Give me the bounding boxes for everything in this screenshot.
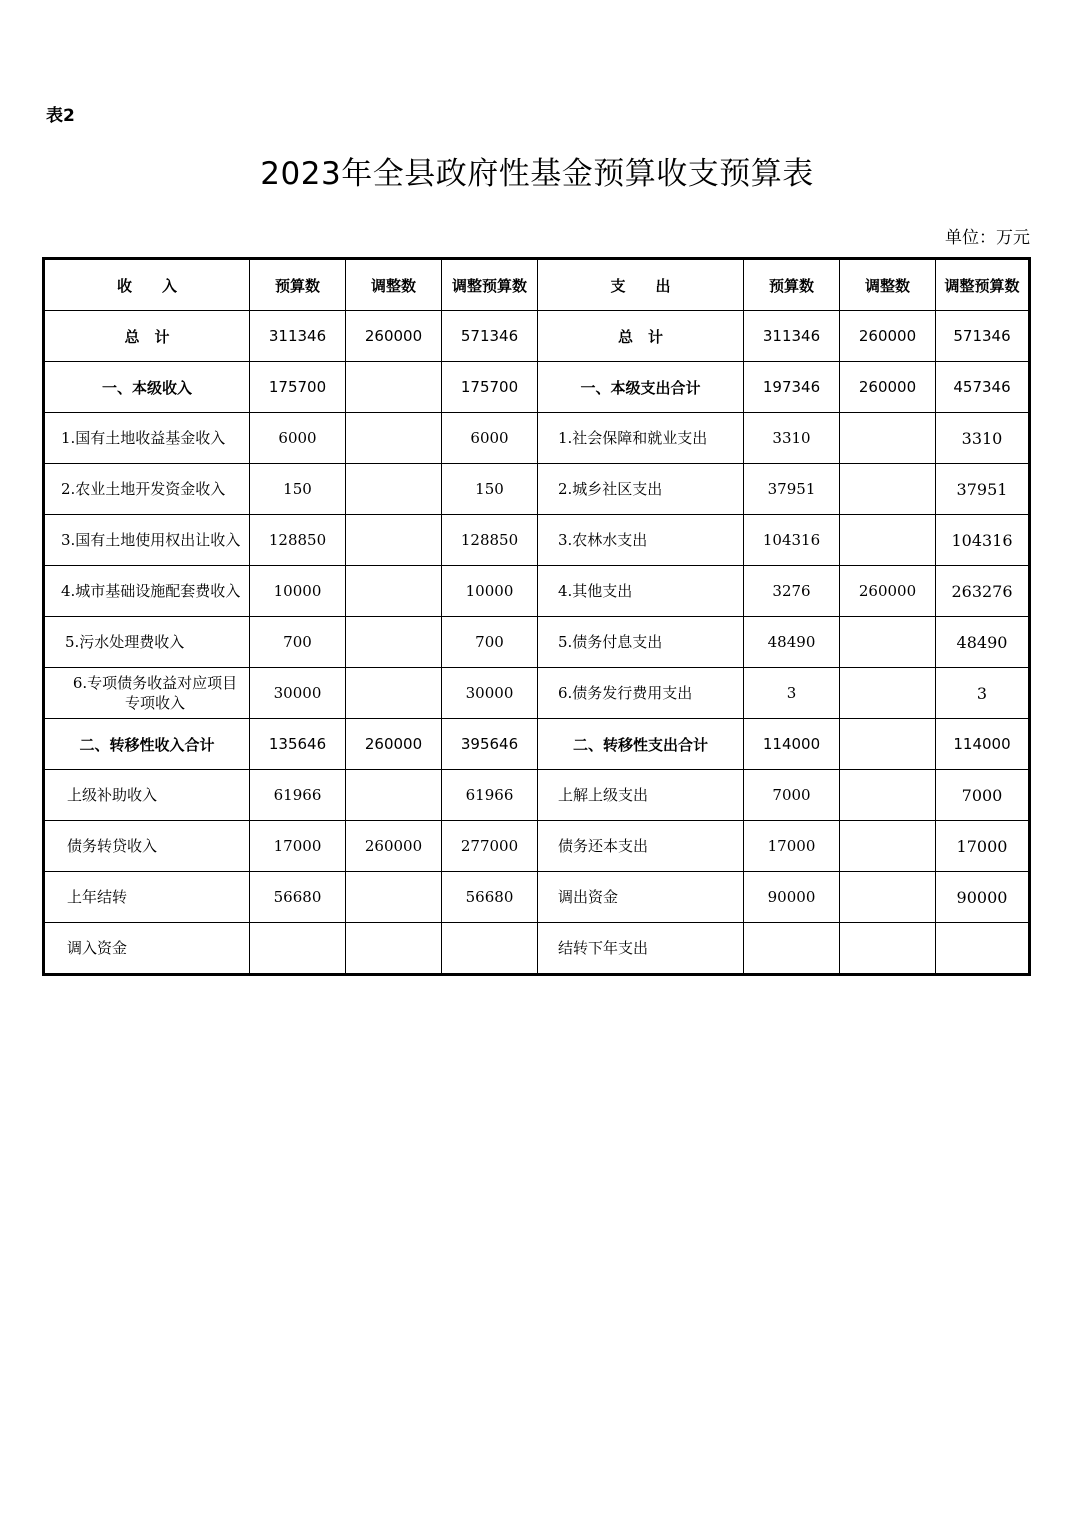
expense-label: 5.债务付息支出 xyxy=(538,617,744,668)
income-adjust xyxy=(346,668,442,719)
income-label: 债务转贷收入 xyxy=(44,821,250,872)
table-row xyxy=(44,311,1030,362)
table-row xyxy=(44,719,1030,770)
income-label: 5.污水处理费收入 xyxy=(44,617,250,668)
header-adjusted-budget-expense: 调整预算数 xyxy=(936,259,1030,311)
income-adjust: 260000 xyxy=(346,719,442,770)
income-budget xyxy=(250,923,346,975)
expense-label: 结转下年支出 xyxy=(538,923,744,975)
expense-budget: 311346 xyxy=(744,311,840,362)
income-label: 总 计 xyxy=(44,311,250,362)
expense-adjust xyxy=(840,770,936,821)
income-adjusted xyxy=(442,923,538,975)
income-budget: 135646 xyxy=(250,719,346,770)
header-expense: 支 出 xyxy=(538,259,744,311)
income-adjusted: 30000 xyxy=(442,668,538,719)
expense-adjust xyxy=(840,464,936,515)
income-budget: 700 xyxy=(250,617,346,668)
expense-label: 3.农林水支出 xyxy=(538,515,744,566)
income-adjust xyxy=(346,515,442,566)
expense-label: 一、本级支出合计 xyxy=(538,362,744,413)
expense-adjust: 260000 xyxy=(840,566,936,617)
income-label: 3.国有土地使用权出让收入 xyxy=(61,531,241,549)
expense-adjusted: 3 xyxy=(936,668,1030,719)
income-label: 6.专项债务收益对应项目专项收入 xyxy=(72,674,238,712)
income-adjusted: 128850 xyxy=(442,515,538,566)
income-label: 1.国有土地收益基金收入 xyxy=(61,429,226,447)
expense-adjust xyxy=(840,413,936,464)
expense-label: 1.社会保障和就业支出 xyxy=(538,413,744,464)
income-label: 2.农业土地开发资金收入 xyxy=(61,480,226,498)
header-adjust-expense: 调整数 xyxy=(840,259,936,311)
expense-budget: 3310 xyxy=(744,413,840,464)
table-row xyxy=(44,821,1030,872)
income-budget: 56680 xyxy=(250,872,346,923)
table-row xyxy=(44,923,1030,975)
income-budget: 61966 xyxy=(250,770,346,821)
page-title: 2023年全县政府性基金预算收支预算表 xyxy=(260,156,814,192)
expense-label: 调出资金 xyxy=(538,872,744,923)
income-adjust xyxy=(346,413,442,464)
expense-adjust xyxy=(840,821,936,872)
budget-table xyxy=(42,257,1031,976)
expense-adjusted: 3310 xyxy=(936,413,1030,464)
expense-budget: 37951 xyxy=(744,464,840,515)
income-adjust xyxy=(346,362,442,413)
expense-budget: 90000 xyxy=(744,872,840,923)
expense-adjust: 260000 xyxy=(840,311,936,362)
income-label: 4.城市基础设施配套费收入 xyxy=(61,582,241,600)
expense-budget: 104316 xyxy=(744,515,840,566)
expense-label: 总 计 xyxy=(538,311,744,362)
income-adjust xyxy=(346,464,442,515)
expense-budget: 17000 xyxy=(744,821,840,872)
expense-adjusted: 90000 xyxy=(936,872,1030,923)
header-budget-expense: 预算数 xyxy=(744,259,840,311)
table-row xyxy=(44,617,1030,668)
unit-label: 单位：万元 xyxy=(945,228,1030,248)
income-label: 调入资金 xyxy=(44,923,250,975)
income-adjusted: 175700 xyxy=(442,362,538,413)
income-adjust: 260000 xyxy=(346,821,442,872)
expense-adjust xyxy=(840,515,936,566)
header-row xyxy=(44,259,1030,311)
income-budget: 311346 xyxy=(250,311,346,362)
table-row xyxy=(44,566,1030,617)
income-adjusted: 56680 xyxy=(442,872,538,923)
expense-budget: 7000 xyxy=(744,770,840,821)
income-budget: 30000 xyxy=(250,668,346,719)
expense-adjust: 260000 xyxy=(840,362,936,413)
income-adjusted: 571346 xyxy=(442,311,538,362)
table-row xyxy=(44,362,1030,413)
table-row xyxy=(44,413,1030,464)
expense-adjusted: 17000 xyxy=(936,821,1030,872)
income-adjusted: 700 xyxy=(442,617,538,668)
expense-budget xyxy=(744,923,840,975)
expense-label: 4.其他支出 xyxy=(538,566,744,617)
expense-adjusted: 104316 xyxy=(936,515,1030,566)
expense-adjusted: 48490 xyxy=(936,617,1030,668)
income-label: 二、转移性收入合计 xyxy=(44,719,250,770)
header-budget: 预算数 xyxy=(250,259,346,311)
income-adjusted: 395646 xyxy=(442,719,538,770)
expense-adjusted xyxy=(936,923,1030,975)
expense-adjust xyxy=(840,872,936,923)
income-label: 上年结转 xyxy=(44,872,250,923)
income-adjusted: 6000 xyxy=(442,413,538,464)
income-budget: 10000 xyxy=(250,566,346,617)
table-row xyxy=(44,770,1030,821)
expense-label: 二、转移性支出合计 xyxy=(538,719,744,770)
income-adjust xyxy=(346,770,442,821)
income-budget: 17000 xyxy=(250,821,346,872)
header-adjust: 调整数 xyxy=(346,259,442,311)
expense-budget: 48490 xyxy=(744,617,840,668)
income-label: 一、本级收入 xyxy=(44,362,250,413)
expense-label: 2.城乡社区支出 xyxy=(538,464,744,515)
expense-adjusted: 114000 xyxy=(936,719,1030,770)
table-row xyxy=(44,464,1030,515)
income-budget: 128850 xyxy=(250,515,346,566)
expense-budget: 114000 xyxy=(744,719,840,770)
expense-adjusted: 457346 xyxy=(936,362,1030,413)
expense-budget: 3 xyxy=(744,668,840,719)
header-income: 收 入 xyxy=(44,259,250,311)
income-adjusted: 10000 xyxy=(442,566,538,617)
expense-adjust xyxy=(840,923,936,975)
income-adjusted: 61966 xyxy=(442,770,538,821)
expense-adjust xyxy=(840,668,936,719)
income-adjust xyxy=(346,617,442,668)
expense-adjust xyxy=(840,617,936,668)
income-adjust: 260000 xyxy=(346,311,442,362)
table-row xyxy=(44,515,1030,566)
expense-adjusted: 7000 xyxy=(936,770,1030,821)
expense-label: 债务还本支出 xyxy=(538,821,744,872)
expense-adjusted: 37951 xyxy=(936,464,1030,515)
income-adjust xyxy=(346,872,442,923)
expense-budget: 197346 xyxy=(744,362,840,413)
expense-adjusted: 263276 xyxy=(936,566,1030,617)
expense-adjusted: 571346 xyxy=(936,311,1030,362)
expense-budget: 3276 xyxy=(744,566,840,617)
table-row xyxy=(44,872,1030,923)
income-label: 上级补助收入 xyxy=(44,770,250,821)
income-budget: 150 xyxy=(250,464,346,515)
table-number-label: 表2 xyxy=(46,106,75,126)
income-adjusted: 277000 xyxy=(442,821,538,872)
expense-label: 上解上级支出 xyxy=(538,770,744,821)
expense-adjust xyxy=(840,719,936,770)
income-adjust xyxy=(346,566,442,617)
header-adjusted-budget: 调整预算数 xyxy=(442,259,538,311)
expense-label: 6.债务发行费用支出 xyxy=(538,668,744,719)
income-budget: 175700 xyxy=(250,362,346,413)
table-row xyxy=(44,668,1030,719)
income-adjust xyxy=(346,923,442,975)
income-budget: 6000 xyxy=(250,413,346,464)
income-adjusted: 150 xyxy=(442,464,538,515)
